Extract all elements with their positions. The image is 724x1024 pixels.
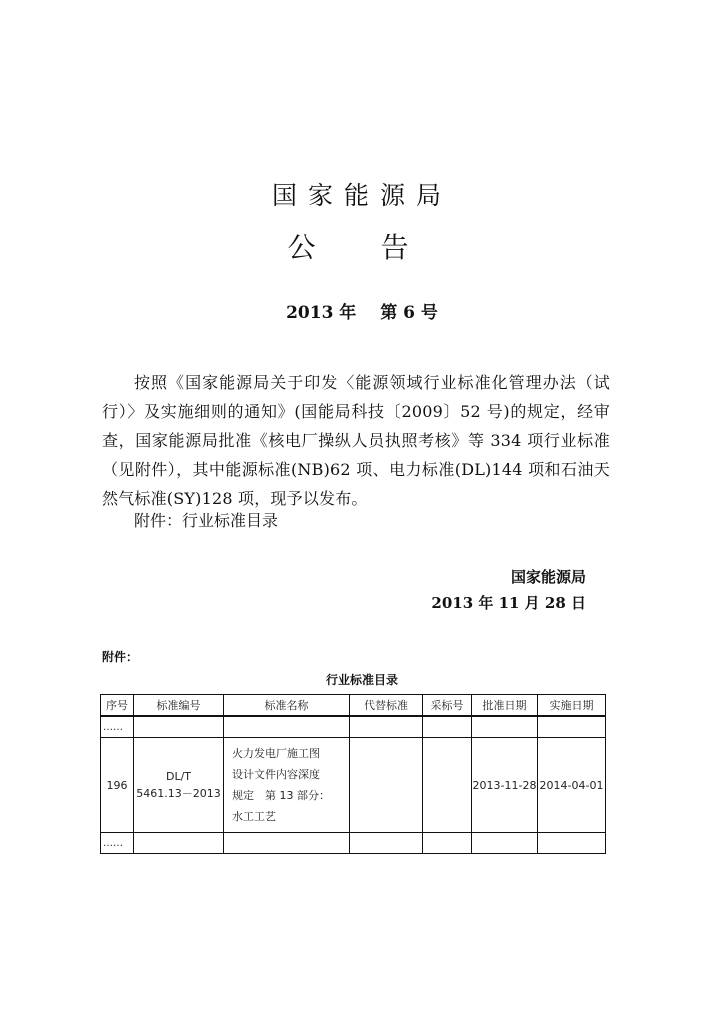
cell-name-line: 火力发电厂施工图 [232, 747, 320, 760]
cell-name-line: 设计文件内容深度 [232, 768, 320, 781]
table-cell [224, 833, 350, 854]
attachment-label: 附件： [102, 650, 139, 664]
gap-marker: …… [101, 716, 134, 738]
table-row [101, 738, 606, 833]
standards-table-title: 行业标准目录 [325, 673, 398, 687]
signature-date: 2013 年 11 月 28 日 [431, 594, 586, 612]
table-cell [472, 716, 538, 738]
table-cell [538, 833, 606, 854]
column-header-name: 标准名称 [224, 695, 350, 717]
gap-marker: …… [101, 833, 134, 854]
table-cell [134, 716, 224, 738]
cell-adopted [423, 738, 472, 833]
announcement-serial: 第 6 号 [380, 303, 438, 323]
announcement-issuer: 国家能源局 [271, 181, 452, 210]
announcement-number [0, 298, 724, 323]
cell-name [224, 738, 350, 833]
table-cell [423, 833, 472, 854]
table-cell [472, 833, 538, 854]
column-header-effective-date: 实施日期 [538, 695, 606, 717]
table-cell [350, 833, 423, 854]
announcement-body: 按照《国家能源局关于印发〈能源领域行业标准化管理办法（试行）〉及实施细则的通知》(国能局科技〔2009〕52 号)的规定，经审查，国家能源局批准《核电厂操纵人员执照考核》等 334 项行业标准（见附件），其中能源标准(NB)62 项、电力标准(DL)144 项和石油天然气标准(SY)128 项，现予以发布。 [102, 373, 610, 508]
standards-table [100, 694, 606, 854]
cell-approval-date: 2013-11-28 [472, 738, 538, 833]
table-cell [538, 716, 606, 738]
table-cell [224, 716, 350, 738]
attachment-reference: 附件：行业标准目录 [134, 511, 279, 530]
column-header-code: 标准编号 [134, 695, 224, 717]
cell-code-line1: DL/T [165, 770, 192, 783]
table-cell [350, 716, 423, 738]
table-cell [423, 716, 472, 738]
cell-code [134, 738, 224, 833]
cell-seq: 196 [101, 738, 134, 833]
signature-organization: 国家能源局 [510, 568, 586, 586]
announcement-type: 公 告 [287, 231, 437, 264]
cell-name-line: 水工工艺 [232, 810, 276, 823]
cell-effective-date: 2014-04-01 [538, 738, 606, 833]
cell-code-line2: 5461.13－2013 [136, 787, 221, 800]
cell-replaces [350, 738, 423, 833]
table-cell [134, 833, 224, 854]
column-header-approval-date: 批准日期 [472, 695, 538, 717]
cell-name-line: 规定 第 13 部分： [232, 789, 330, 802]
column-header-replaces: 代替标准 [350, 695, 423, 717]
table-header-row [101, 695, 606, 717]
announcement-year: 2013 年 [286, 303, 357, 323]
column-header-seq: 序号 [101, 695, 134, 717]
column-header-adopted: 采标号 [423, 695, 472, 717]
table-gap-row-top [101, 716, 606, 738]
table-gap-row-bottom [101, 833, 606, 854]
